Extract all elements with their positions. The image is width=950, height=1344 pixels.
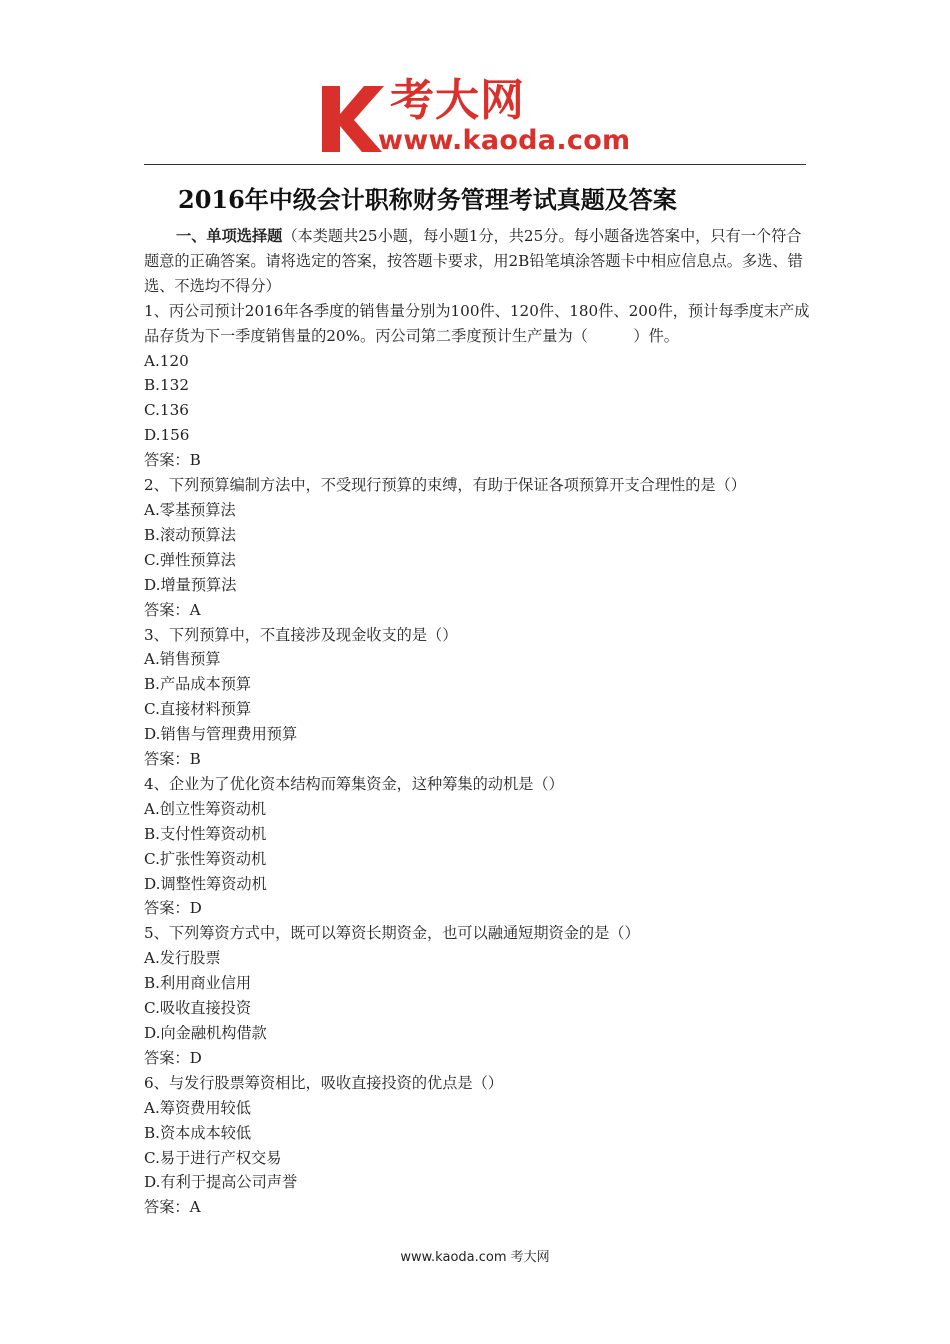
question-answer: 答案：D — [144, 1048, 202, 1067]
kaoda-logo — [318, 75, 638, 160]
question-option: B.资本成本较低 — [144, 1123, 252, 1142]
question-option: D.增量预算法 — [144, 575, 237, 594]
question-item — [144, 473, 810, 622]
question-item — [144, 772, 810, 921]
question-option: A.零基预算法 — [144, 500, 236, 519]
question-option: A.销售预算 — [144, 650, 221, 669]
section-instructions: （本类题共25小题，每小题1分，共25分。每小题备选答案中，只有一个符合题意的正确答案。请将选定的答案，按答题卡要求，用2B铅笔填涂答题卡中相应信息点。多选、错选、不选均不得分） — [144, 227, 803, 295]
question-option: C.直接材料预算 — [144, 700, 252, 719]
logo-brand-cn: 考大网 — [390, 75, 525, 126]
question-option: A.筹资费用较低 — [144, 1098, 251, 1117]
question-option: B.支付性筹资动机 — [144, 824, 267, 843]
question-option: C.弹性预算法 — [144, 550, 236, 569]
section-heading: 一、单项选择题 — [176, 227, 283, 245]
logo-url: www.kaoda.com — [378, 125, 631, 156]
question-option: C.吸收直接投资 — [144, 999, 252, 1018]
question-option: A.发行股票 — [144, 949, 221, 968]
question-option: C.136 — [144, 401, 189, 420]
question-stem: 1、丙公司预计2016年各季度的销售量分别为100件、120件、180件、200件，预计每季度末产成品存货为下一季度销售量的20%。丙公司第二季度预计生产量为（ ）件。 — [144, 301, 810, 345]
question-option: D.销售与管理费用预算 — [144, 725, 298, 744]
section-intro — [144, 224, 810, 299]
question-list — [144, 299, 810, 1221]
question-option: A.创立性筹资动机 — [144, 799, 267, 818]
question-answer: 答案：B — [144, 451, 201, 470]
question-option: D.有利于提高公司声誉 — [144, 1173, 298, 1192]
page-footer: www.kaoda.com 考大网 — [400, 1250, 550, 1265]
question-option: B.滚动预算法 — [144, 525, 236, 544]
question-stem: 4、企业为了优化资本结构而筹集资金，这种筹集的动机是（） — [144, 774, 564, 793]
question-item — [144, 921, 810, 1070]
question-option: D.调整性筹资动机 — [144, 874, 267, 893]
document-body — [144, 224, 810, 1220]
question-option: C.易于进行产权交易 — [144, 1148, 282, 1167]
question-answer: 答案：A — [144, 1198, 201, 1217]
question-stem: 5、下列筹资方式中，既可以筹资长期资金，也可以融通短期资金的是（） — [144, 924, 640, 943]
question-option: A.120 — [144, 351, 189, 370]
document-title: 2016年中级会计职称财务管理考试真题及答案 — [178, 185, 677, 214]
question-stem: 2、下列预算编制方法中，不受现行预算的束缚，有助于保证各项预算开支合理性的是（） — [144, 476, 746, 495]
question-option: B.132 — [144, 376, 189, 395]
header-divider — [144, 164, 806, 165]
question-stem: 3、下列预算中，不直接涉及现金收支的是（） — [144, 625, 458, 644]
question-option: C.扩张性筹资动机 — [144, 849, 267, 868]
question-option: D.156 — [144, 426, 190, 445]
question-option: D.向金融机构借款 — [144, 1024, 267, 1042]
question-item — [144, 299, 810, 473]
question-answer: 答案：B — [144, 750, 201, 769]
question-option: B.利用商业信用 — [144, 974, 252, 993]
question-item — [144, 623, 810, 772]
question-answer: 答案：D — [144, 899, 202, 918]
question-stem: 6、与发行股票筹资相比，吸收直接投资的优点是（） — [144, 1073, 503, 1092]
question-item — [144, 1071, 810, 1220]
question-answer: 答案：A — [144, 600, 201, 619]
question-option: B.产品成本预算 — [144, 675, 252, 694]
